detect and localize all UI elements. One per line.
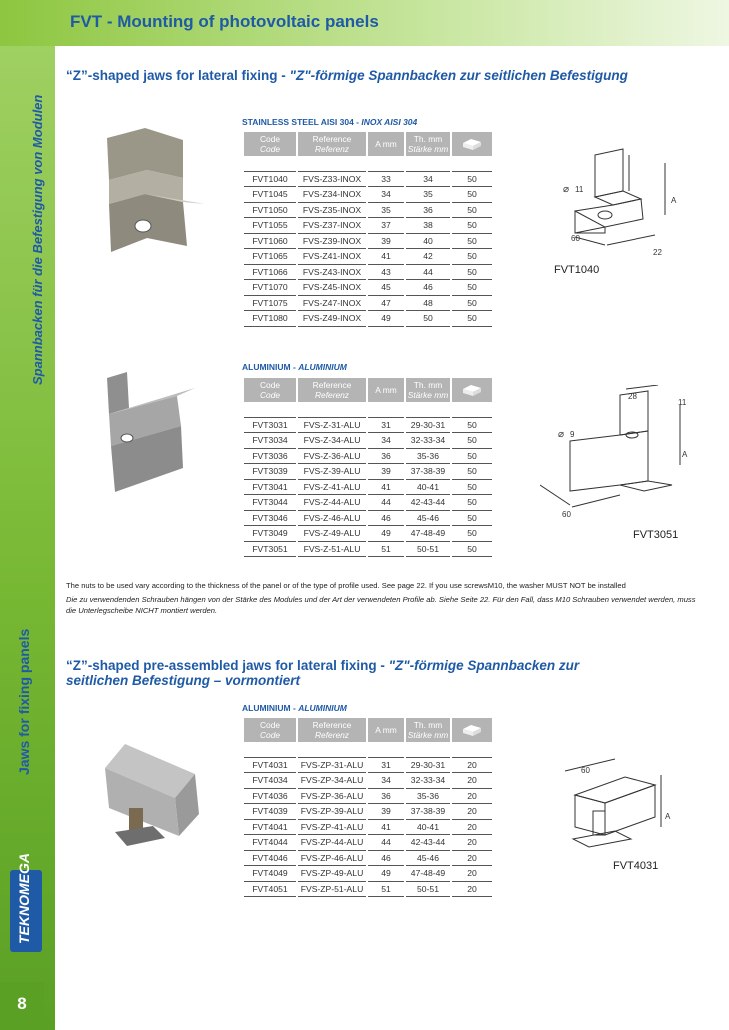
table-cell: 20	[452, 758, 492, 774]
col-reference: Reference Referenz	[298, 718, 366, 742]
table-cell: FVT4034	[244, 773, 296, 789]
table-cell: 50	[452, 480, 492, 496]
table-cell: FVT1070	[244, 280, 296, 296]
table-cell: 41	[368, 820, 404, 836]
table-cell: 31	[368, 418, 404, 434]
product-photo-stainless-jaw	[95, 118, 205, 258]
table-cell: 50	[452, 542, 492, 558]
col-thickness: Th. mm Stärke mm	[407, 380, 449, 400]
table-cell: FVT1065	[244, 249, 296, 265]
table-cell: 37-38-39	[406, 804, 450, 820]
sidebar-title-en: Jaws for fixing panels	[16, 628, 32, 775]
material-de: ALUMINIUM	[298, 703, 347, 713]
section1-heading	[66, 68, 628, 83]
table-cell: 20	[452, 882, 492, 898]
table-alu-1	[242, 378, 494, 557]
table-cell: 35	[406, 187, 450, 203]
table-cell: 50	[452, 187, 492, 203]
section1-heading-en: “Z”-shaped jaws for lateral fixing -	[66, 68, 290, 83]
table-cell: 40-41	[406, 820, 450, 836]
table-row	[244, 234, 492, 250]
section2-heading-en: “Z”-shaped pre-assembled jaws for lateral fixing -	[66, 658, 389, 673]
table-cell: 50	[452, 526, 492, 542]
table-cell: FVT3049	[244, 526, 296, 542]
table-cell: 36	[406, 203, 450, 219]
col-reference: Reference Referenz	[298, 378, 366, 402]
table-cell: 43	[368, 265, 404, 281]
table-cell: 41	[368, 480, 404, 496]
table-cell: 32-33-34	[406, 773, 450, 789]
table-row	[244, 218, 492, 234]
col-package-icon	[452, 718, 492, 742]
col-a: A mm	[368, 378, 404, 402]
table-row	[244, 172, 492, 188]
table-row	[244, 203, 492, 219]
table-cell: 42-43-44	[406, 835, 450, 851]
table-cell: 20	[452, 820, 492, 836]
table-cell: 50	[452, 218, 492, 234]
table-cell: 50	[452, 464, 492, 480]
material-de: INOX AISI 304	[361, 117, 418, 127]
table-cell: 39	[368, 464, 404, 480]
table-row	[244, 851, 492, 867]
table-cell: FVT1066	[244, 265, 296, 281]
table-stainless	[242, 132, 494, 327]
table-cell: FVT4049	[244, 866, 296, 882]
table-cell: FVT4044	[244, 835, 296, 851]
table-cell: 40-41	[406, 480, 450, 496]
table-cell: 47-48-49	[406, 526, 450, 542]
table-cell: 44	[406, 265, 450, 281]
table-row	[244, 789, 492, 805]
table-cell: 50	[452, 203, 492, 219]
material-label-stainless	[242, 117, 417, 127]
table-cell: 50	[452, 296, 492, 312]
box-icon	[461, 137, 483, 151]
table-cell: FVS-Z-49-ALU	[298, 526, 366, 542]
table-cell: 35-36	[406, 789, 450, 805]
table-cell: 32-33-34	[406, 433, 450, 449]
table-cell: 44	[368, 495, 404, 511]
table-cell: FVT4036	[244, 789, 296, 805]
table-row	[244, 758, 492, 774]
table-cell: FVS-ZP-34-ALU	[298, 773, 366, 789]
table-cell: FVS-Z43-INOX	[298, 265, 366, 281]
table-cell: FVS-Z41-INOX	[298, 249, 366, 265]
col-package-icon	[452, 378, 492, 402]
table-row	[244, 449, 492, 465]
table-cell: 50	[452, 495, 492, 511]
dim-a: A	[665, 812, 671, 821]
table-cell: 20	[452, 804, 492, 820]
table-cell: FVT4046	[244, 851, 296, 867]
drawing-label-fvt1040: FVT1040	[554, 264, 600, 276]
table-cell: 20	[452, 866, 492, 882]
table-cell: FVT1045	[244, 187, 296, 203]
dim-width: 60	[562, 510, 571, 519]
table-cell: FVS-ZP-46-ALU	[298, 851, 366, 867]
table-cell: FVT4031	[244, 758, 296, 774]
table-cell: 33	[368, 172, 404, 188]
brand-logo	[10, 853, 42, 952]
technical-drawing-fvt3051	[540, 385, 705, 525]
table-cell: 38	[406, 218, 450, 234]
table-cell: 39	[368, 804, 404, 820]
col-reference: Reference Referenz	[298, 132, 366, 156]
table-cell: 36	[368, 449, 404, 465]
svg-text:⌀: ⌀	[558, 429, 565, 440]
table-cell: 29-30-31	[406, 758, 450, 774]
table-cell: FVS-Z37-INOX	[298, 218, 366, 234]
table-cell: FVS-ZP-31-ALU	[298, 758, 366, 774]
material-en: ALUMINIUM -	[242, 362, 299, 372]
section2-heading	[66, 658, 579, 688]
drawing-label-fvt3051: FVT3051	[633, 529, 679, 541]
table-cell: FVS-Z-39-ALU	[298, 464, 366, 480]
col-code: Code Code	[244, 132, 296, 156]
table-cell: 37	[368, 218, 404, 234]
table-cell: FVS-Z-36-ALU	[298, 449, 366, 465]
material-label-alu	[242, 362, 347, 372]
table-row	[244, 464, 492, 480]
dim-hole: 9	[570, 430, 575, 439]
dim-width: 60	[581, 766, 590, 775]
col-thickness: Th. mm Stärke mm	[407, 720, 449, 740]
table-cell: 50	[452, 511, 492, 527]
material-label-alu-2	[242, 703, 347, 713]
svg-text:⌀: ⌀	[563, 184, 570, 195]
table-cell: FVS-Z33-INOX	[298, 172, 366, 188]
col-a: A mm	[368, 718, 404, 742]
table-cell: 50	[406, 311, 450, 327]
table-body	[244, 742, 492, 897]
table-row	[244, 280, 492, 296]
dim-hole: 11	[575, 185, 584, 194]
table-cell: FVT4039	[244, 804, 296, 820]
table-row	[244, 265, 492, 281]
table-cell: FVT1060	[244, 234, 296, 250]
table-cell: FVT1040	[244, 172, 296, 188]
table-body	[244, 402, 492, 557]
table-cell: 34	[368, 187, 404, 203]
table-cell: 50	[452, 433, 492, 449]
table-alu-2	[242, 718, 494, 897]
table-cell: 29-30-31	[406, 418, 450, 434]
col-thickness: Th. mm Stärke mm	[407, 134, 449, 154]
table-cell: 31	[368, 758, 404, 774]
table-row	[244, 311, 492, 327]
table-row	[244, 835, 492, 851]
table-cell: 42	[406, 249, 450, 265]
table-cell: FVT1080	[244, 311, 296, 327]
logo-text: TEKNOMEGA	[16, 853, 32, 944]
technical-drawing-fvt4031	[545, 755, 705, 865]
table-cell: 46	[368, 851, 404, 867]
table-cell: FVT3044	[244, 495, 296, 511]
table-row	[244, 495, 492, 511]
material-en: STAINLESS STEEL AISI 304 -	[242, 117, 362, 127]
table-cell: FVT4041	[244, 820, 296, 836]
table-cell: FVS-ZP-51-ALU	[298, 882, 366, 898]
table-cell: FVS-Z35-INOX	[298, 203, 366, 219]
table-cell: 50-51	[406, 542, 450, 558]
table-cell: 50	[452, 249, 492, 265]
table-cell: 42-43-44	[406, 495, 450, 511]
table-cell: FVS-Z-31-ALU	[298, 418, 366, 434]
dim-d2: 11	[678, 398, 687, 407]
table-cell: FVS-Z-41-ALU	[298, 480, 366, 496]
table-cell: 49	[368, 311, 404, 327]
table-cell: 35	[368, 203, 404, 219]
table-row	[244, 773, 492, 789]
technical-drawing-fvt1040	[545, 145, 705, 280]
drawing-label-fvt4031: FVT4031	[613, 860, 659, 872]
table-cell: 20	[452, 789, 492, 805]
material-de: ALUMINIUM	[298, 362, 347, 372]
note-de: Die zu verwendenden Schrauben hängen von der Stärke des Modules und der Art der verwendeten Profile ab. Siehe Seite 22. Für den Fall, dass M10 Schrauben verwendet werden, muss die Unterlegscheibe NICHT montiert werden.	[66, 595, 696, 615]
table-cell: 40	[406, 234, 450, 250]
table-cell: 51	[368, 542, 404, 558]
table-cell: FVT3051	[244, 542, 296, 558]
table-cell: 50	[452, 172, 492, 188]
table-row	[244, 418, 492, 434]
box-icon	[461, 383, 483, 397]
table-cell: 34	[368, 433, 404, 449]
table-cell: 50	[452, 311, 492, 327]
table-cell: FVT1055	[244, 218, 296, 234]
dim-a: A	[671, 196, 677, 205]
page-number: 8	[0, 982, 44, 1030]
note-en: The nuts to be used vary according to the thickness of the panel or of the type of profile used. See page 22. If you use screwsM10, the washer MUST NOT be installed	[66, 581, 626, 590]
table-cell: 20	[452, 851, 492, 867]
material-en: ALUMINIUM -	[242, 703, 299, 713]
table-cell: FVS-Z34-INOX	[298, 187, 366, 203]
table-cell: 49	[368, 526, 404, 542]
table-cell: FVT3031	[244, 418, 296, 434]
table-cell: FVS-Z-34-ALU	[298, 433, 366, 449]
table-cell: 49	[368, 866, 404, 882]
col-a: A mm	[368, 132, 404, 156]
table-cell: 37-38-39	[406, 464, 450, 480]
table-cell: FVT3039	[244, 464, 296, 480]
product-photo-alu-jaw	[85, 368, 215, 498]
table-cell: FVT1075	[244, 296, 296, 312]
table-cell: FVT1050	[244, 203, 296, 219]
table-row	[244, 296, 492, 312]
table-cell: FVS-Z-46-ALU	[298, 511, 366, 527]
section2-heading-de-1: "Z"-förmige Spannbacken zur	[388, 658, 580, 673]
table-cell: 45-46	[406, 511, 450, 527]
sidebar-title-de: Spannbacken für die Befestigung von Modulen	[30, 94, 45, 385]
table-cell: FVT3036	[244, 449, 296, 465]
table-cell: FVT4051	[244, 882, 296, 898]
table-cell: FVS-ZP-36-ALU	[298, 789, 366, 805]
table-cell: 35-36	[406, 449, 450, 465]
header-bar	[0, 0, 729, 46]
table-cell: 46	[368, 511, 404, 527]
table-cell: 47	[368, 296, 404, 312]
section1-heading-de: "Z"-förmige Spannbacken zur seitlichen Befestigung	[289, 68, 628, 83]
table-cell: 50-51	[406, 882, 450, 898]
table-cell: 50	[452, 234, 492, 250]
table-row	[244, 526, 492, 542]
table-row	[244, 542, 492, 558]
page-title: FVT - Mounting of photovoltaic panels	[70, 12, 379, 31]
table-cell: FVS-ZP-44-ALU	[298, 835, 366, 851]
table-cell: 50	[452, 265, 492, 281]
table-cell: FVS-Z47-INOX	[298, 296, 366, 312]
col-package-icon	[452, 132, 492, 156]
dim-depth: 22	[653, 248, 662, 257]
table-cell: 34	[406, 172, 450, 188]
table-cell: FVS-Z-44-ALU	[298, 495, 366, 511]
table-row	[244, 249, 492, 265]
table-row	[244, 882, 492, 898]
col-code: Code Code	[244, 718, 296, 742]
table-cell: FVS-Z-51-ALU	[298, 542, 366, 558]
table-cell: 41	[368, 249, 404, 265]
product-photo-preassembled-jaw	[95, 728, 225, 858]
table-cell: 44	[368, 835, 404, 851]
box-icon	[461, 723, 483, 737]
table-cell: 45	[368, 280, 404, 296]
table-cell: 20	[452, 773, 492, 789]
table-cell: 48	[406, 296, 450, 312]
dim-d1: 28	[628, 392, 637, 401]
table-cell: 50	[452, 280, 492, 296]
table-row	[244, 480, 492, 496]
table-body	[244, 156, 492, 327]
table-cell: FVT3034	[244, 433, 296, 449]
dim-a: A	[682, 450, 688, 459]
dim-width: 60	[571, 234, 580, 243]
table-row	[244, 820, 492, 836]
section2-heading-de-2: seitlichen Befestigung – vormontiert	[66, 673, 301, 688]
table-row	[244, 187, 492, 203]
table-cell: FVT3041	[244, 480, 296, 496]
table-cell: 50	[452, 418, 492, 434]
table-cell: 47-48-49	[406, 866, 450, 882]
table-cell: 46	[406, 280, 450, 296]
table-cell: FVS-Z45-INOX	[298, 280, 366, 296]
table-cell: FVS-Z39-INOX	[298, 234, 366, 250]
table-cell: 50	[452, 449, 492, 465]
table-cell: 39	[368, 234, 404, 250]
table-cell: 36	[368, 789, 404, 805]
table-cell: FVS-ZP-39-ALU	[298, 804, 366, 820]
table-cell: FVT3046	[244, 511, 296, 527]
table-cell: FVS-ZP-49-ALU	[298, 866, 366, 882]
table-cell: FVS-Z49-INOX	[298, 311, 366, 327]
table-cell: 51	[368, 882, 404, 898]
table-cell: 20	[452, 835, 492, 851]
table-row	[244, 511, 492, 527]
table-cell: 45-46	[406, 851, 450, 867]
table-cell: FVS-ZP-41-ALU	[298, 820, 366, 836]
table-cell: 34	[368, 773, 404, 789]
table-row	[244, 866, 492, 882]
table-row	[244, 433, 492, 449]
col-code: Code Code	[244, 378, 296, 402]
table-row	[244, 804, 492, 820]
